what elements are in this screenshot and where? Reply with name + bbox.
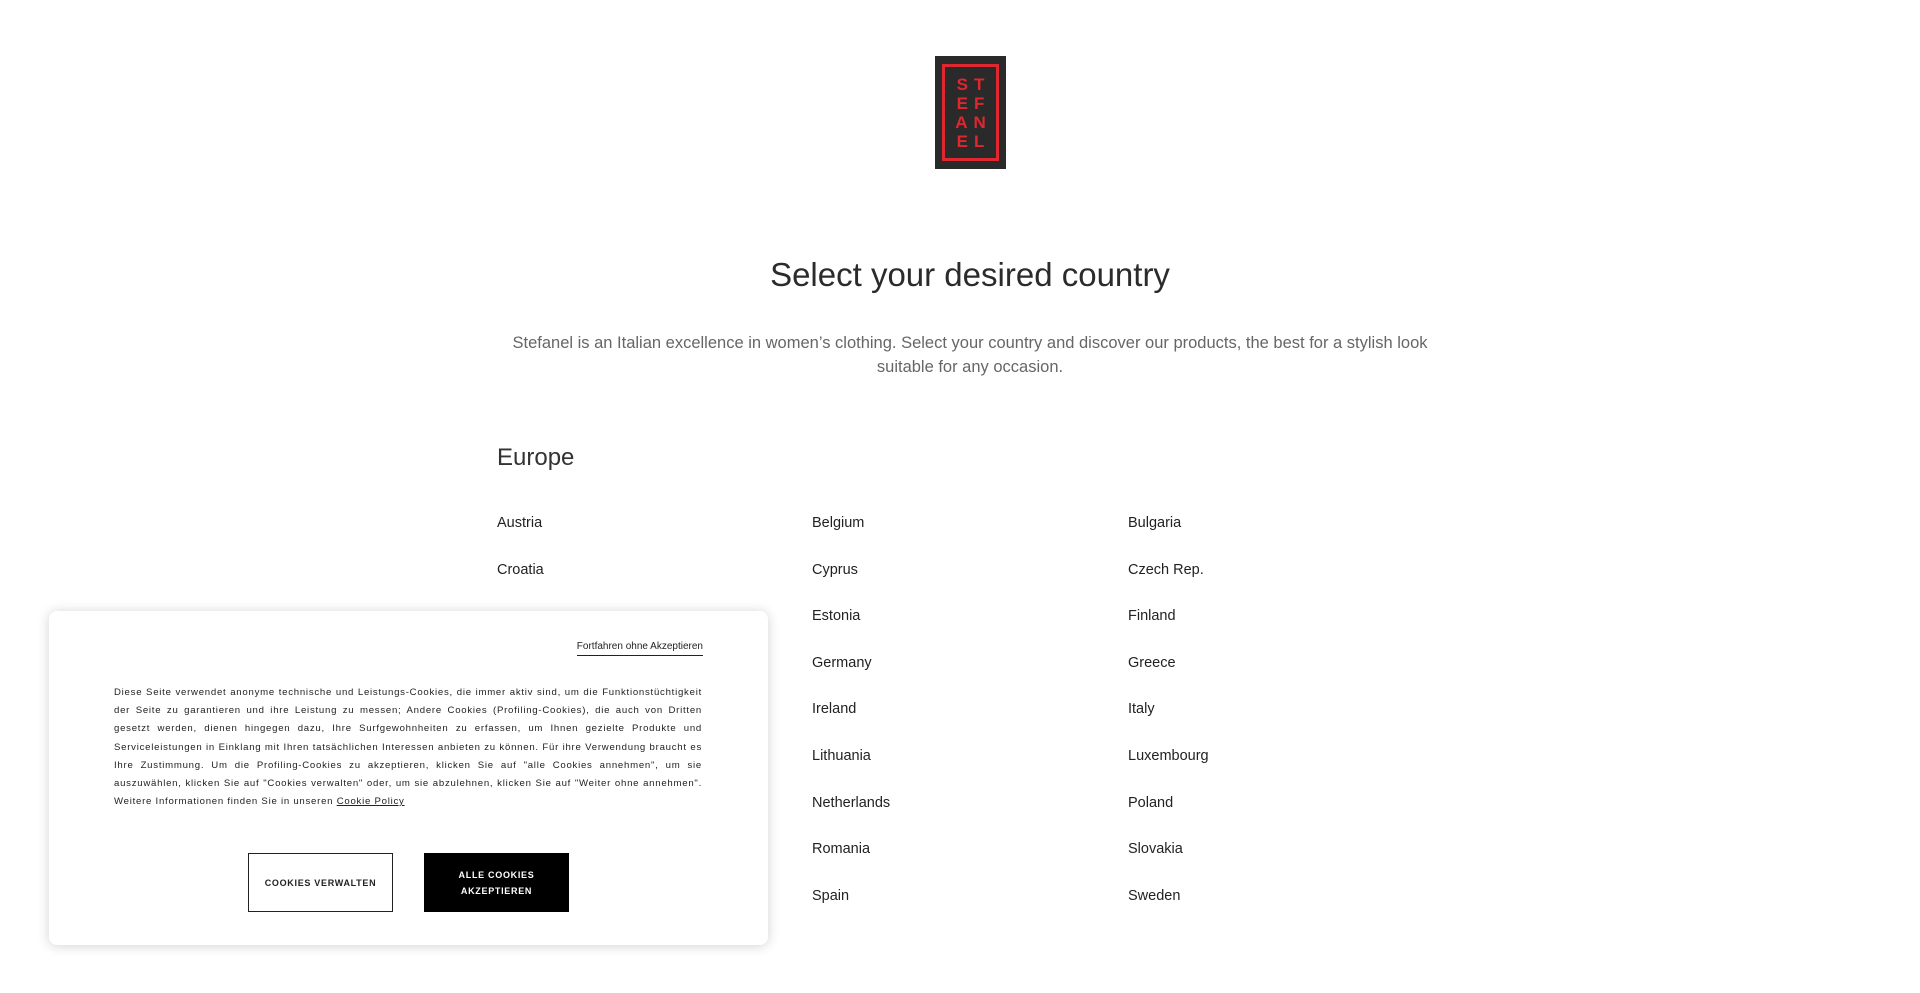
country-link[interactable]: Netherlands	[812, 795, 891, 811]
country-link[interactable]: Spain	[812, 888, 850, 904]
manage-cookies-button[interactable]	[248, 853, 393, 912]
cookie-notice-body: Diese Seite verwendet anonyme technische und Leistungs-Cookies, die immer aktiv sind, um die Funktionstüchtigkeit der Seite zu garantieren und ihre Leistung zu messen; Andere Cookies (Profiling-Cookies), die auch von Dritten gesetzt werden, dienen hingegen dazu, Ihre Surfgewohnheiten zu erfassen, um Ihnen gezielte Produkte und Serviceleistungen in Einklang mit Ihren tatsächlichen Interessen anbieten zu können. Für ihre Verwendung braucht es Ihre Zustimmung. Um die Profiling-Cookies zu akzeptieren, klicken Sie auf "alle Cookies annehmen", um sie auszuwählen, klicken Sie auf "Cookies verwalten" oder, um sie abzulehnen, klicken Sie auf "Weiter ohne annehmen". Weitere Informationen finden Sie in unseren	[114, 687, 702, 808]
country-link[interactable]: Belgium	[812, 515, 865, 531]
logo-letters-4: EL	[956, 131, 991, 151]
country-link[interactable]: Cyprus	[812, 562, 858, 578]
manage-cookies-label: COOKIES VERWALTEN	[264, 877, 377, 888]
page-title: Select your desired country	[770, 256, 1170, 293]
country-link[interactable]: Sweden	[1128, 888, 1181, 904]
cookie-banner	[49, 611, 768, 945]
country-link[interactable]: Czech Rep.	[1128, 562, 1204, 578]
country-link[interactable]: Luxembourg	[1128, 748, 1209, 764]
region-title-europe: Europe	[497, 444, 575, 471]
logo-letters-3: AN	[955, 112, 992, 132]
country-link[interactable]: Romania	[812, 841, 871, 857]
country-link[interactable]: Finland	[1128, 608, 1176, 624]
cookie-notice-text	[114, 684, 702, 811]
logo-letters-2: EF	[956, 93, 991, 113]
country-link[interactable]: Bulgaria	[1128, 515, 1182, 531]
country-link[interactable]: Austria	[497, 515, 543, 531]
country-link[interactable]: Estonia	[812, 608, 861, 624]
accept-all-cookies-button[interactable]	[424, 853, 569, 912]
country-link[interactable]: Poland	[1128, 795, 1174, 811]
accept-all-cookies-label: ALLE COOKIES AKZEPTIEREN	[458, 869, 535, 896]
country-link[interactable]: Germany	[812, 655, 872, 671]
cookie-policy-link[interactable]: Cookie Policy	[336, 796, 405, 808]
country-link[interactable]: Ireland	[812, 701, 857, 717]
stefanel-logo[interactable]	[935, 56, 1006, 169]
country-link[interactable]: Croatia	[497, 562, 544, 578]
continue-without-accepting-link[interactable]: Fortfahren ohne Akzeptieren	[577, 641, 703, 656]
country-link[interactable]: Slovakia	[1128, 841, 1183, 857]
country-link[interactable]: Lithuania	[812, 748, 871, 764]
logo-frame	[942, 64, 999, 161]
logo-letters-1: ST	[956, 74, 991, 94]
country-link[interactable]: Italy	[1128, 701, 1155, 717]
country-link[interactable]: Greece	[1128, 655, 1176, 671]
intro-text: Stefanel is an Italian excellence in women’s clothing. Select your country and discover our products, the best for a stylish look suitable for any occasion.	[512, 334, 1428, 376]
